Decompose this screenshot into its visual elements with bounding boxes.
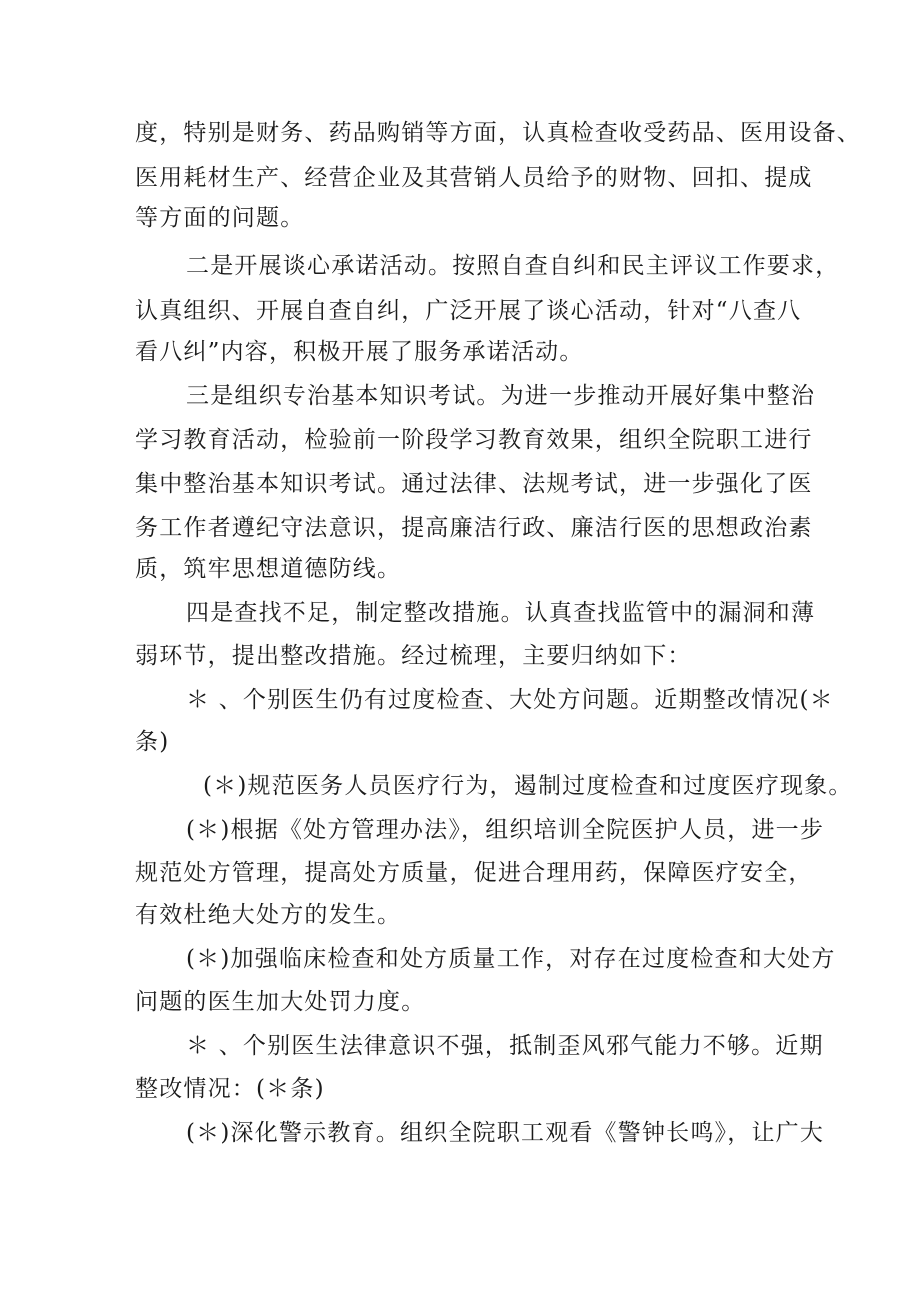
text-line: 看八纠”内容，积极开展了服务承诺活动。 [135, 339, 584, 365]
text-line: 二是开展谈心承诺活动。按照自查自纠和民主评议工作要求， [186, 253, 840, 279]
text-line: 规范处方管理，提高处方质量，促进合理用药，保障医疗安全， [135, 860, 813, 886]
text-line: (＊)根据《处方管理办法》，组织培训全院医护人员，进一步 [186, 817, 825, 843]
text-line: 弱环节，提出整改措施。经过梳理，主要归纳如下： [135, 643, 692, 669]
text-line: ＊ 、个别医生法律意识不强，抵制歪风邪气能力不够。近期 [186, 1033, 824, 1059]
text-line: 条) [135, 729, 170, 755]
text-line: 等方面的问题。 [135, 205, 305, 231]
text-line: 务工作者遵纪守法意识，提高廉洁行政、廉洁行医的思想政治素 [135, 515, 813, 541]
text-line: (＊)规范医务人员医疗行为，遏制过度检查和过度医疗现象。 [203, 773, 853, 799]
text-line: 认真组织、开展自查自纠，广泛开展了谈心活动，针对“八查八 [135, 298, 802, 324]
text-line: 问题的医生加大处罚力度。 [135, 989, 426, 1015]
text-line: 四是查找不足，制定整改措施。认真查找监管中的漏洞和薄 [186, 600, 816, 626]
text-line: (＊)加强临床检查和处方质量工作，对存在过度检查和大处方 [186, 946, 836, 972]
text-line: 有效杜绝大处方的发生。 [135, 902, 402, 928]
text-line: (＊)深化警示教育。组织全院职工观看《警钟长鸣》，让广大 [186, 1120, 825, 1146]
text-line: 集中整治基本知识考试。通过法律、法规考试，进一步强化了医 [135, 471, 813, 497]
text-line: 学习教育活动，检验前一阶段学习教育效果，组织全院职工进行 [135, 427, 813, 453]
text-line: 质，筑牢思想道德防线。 [135, 556, 402, 582]
text-line: 度，特别是财务、药品购销等方面，认真检查收受药品、医用设备、 [135, 120, 861, 146]
text-line: 整改情况：(＊条) [135, 1076, 325, 1102]
text-line: ＊ 、个别医生仍有过度检查、大处方问题。近期整改情况(＊ [186, 687, 834, 713]
text-line: 三是组织专治基本知识考试。为进一步推动开展好集中整治 [186, 383, 816, 409]
text-line: 医用耗材生产、经营企业及其营销人员给予的财物、回扣、提成 [135, 165, 813, 191]
